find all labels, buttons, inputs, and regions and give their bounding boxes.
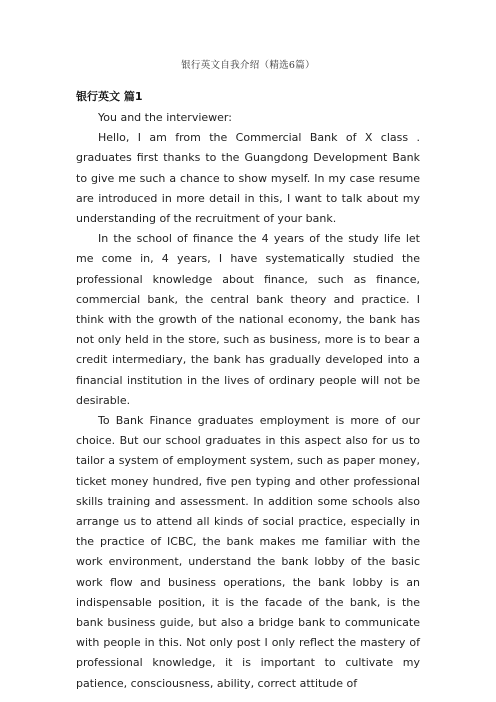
body-text [76, 108, 420, 694]
section-heading: 银行英文 篇1 [76, 90, 143, 103]
paragraph: To Bank Finance graduates employment is more of our choice. But our school graduates in this aspect also for us to tailor a system of employment system, such as paper money, ticket money hundred, five pen typing and other professional skills training and assessment. In addition some schools also arrange us to attend all kinds of social practice, especially in the practice of ICBC, the bank makes me familiar with the work environment, understand the bank lobby of the basic work flow and business operations, the bank lobby is an indispensable position, it is the facade of the bank, is the bank business guide, but also a bridge bank to communicate with people in this. Not only post I only reflect the mastery of professional knowledge, it is important to cultivate my patience, consciousness, ability, correct attitude of [76, 414, 420, 690]
paragraph: In the school of finance the 4 years of the study life let me come in, 4 years, I have systematically studied the professional knowledge about finance, such as finance, commercial bank, the central bank theory and practice. I think with the growth of the national economy, the bank has not only held in the store, such as business, more is to bear a credit intermediary, the bank has gradually developed into a financial institution in the lives of ordinary people will not be desirable. [76, 232, 420, 407]
paragraph: You and the interviewer: [98, 111, 232, 124]
paragraph: Hello, I am from the Commercial Bank of X class . graduates first thanks to the Guangdong Development Bank to give me such a chance to show myself. In my case resume are introduced in more detail in this, I want to talk about my understanding of the recruitment of your bank. [76, 131, 420, 226]
document-title: 银行英文自我介绍（精选6篇） [181, 60, 315, 71]
